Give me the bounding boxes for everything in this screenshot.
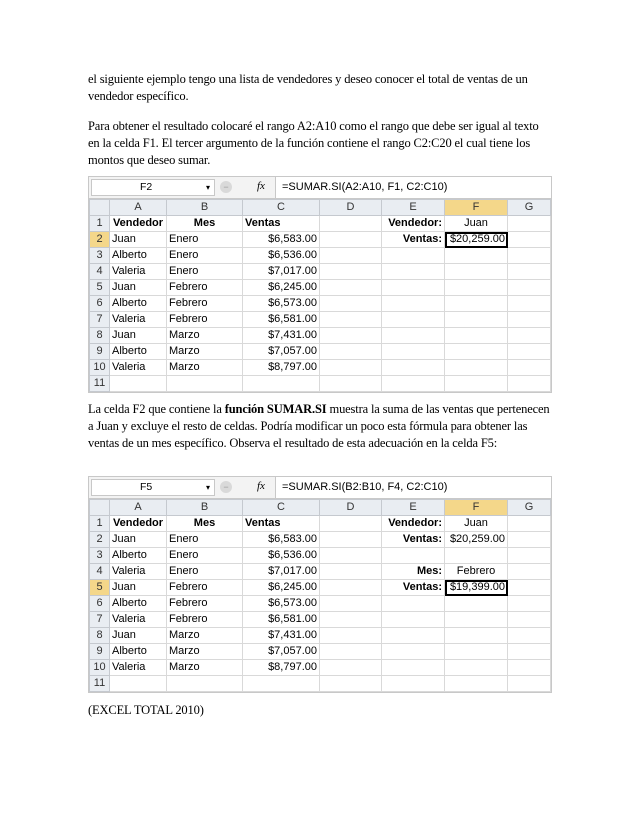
cell[interactable]: Mes: — [382, 564, 445, 580]
row-header[interactable]: 5 — [90, 280, 110, 296]
cell[interactable]: Valeria — [110, 312, 167, 328]
table-row — [90, 564, 551, 580]
fx-icon[interactable]: fx — [257, 480, 265, 492]
column-header[interactable]: B — [167, 200, 243, 216]
cell[interactable] — [320, 580, 382, 596]
cell[interactable]: Valeria — [110, 612, 167, 628]
cell[interactable]: Enero — [167, 248, 243, 264]
row-header[interactable]: 4 — [90, 564, 110, 580]
select-all-corner[interactable] — [90, 200, 110, 216]
spreadsheet-1 — [88, 176, 552, 393]
cell[interactable] — [445, 628, 508, 644]
cell[interactable]: Alberto — [110, 248, 167, 264]
cell[interactable]: Febrero — [167, 296, 243, 312]
cell[interactable] — [243, 376, 320, 392]
cell[interactable] — [167, 376, 243, 392]
cell[interactable]: Febrero — [167, 612, 243, 628]
cell[interactable] — [382, 596, 445, 612]
cell[interactable] — [320, 660, 382, 676]
cell[interactable]: Mes — [167, 216, 243, 232]
column-header-row — [90, 200, 551, 216]
row-header[interactable]: 3 — [90, 548, 110, 564]
cell[interactable] — [508, 280, 551, 296]
cell[interactable]: Juan — [445, 216, 508, 232]
cell[interactable]: $6,536.00 — [243, 548, 320, 564]
row-header[interactable]: 2 — [90, 232, 110, 248]
cell[interactable] — [508, 296, 551, 312]
cell[interactable]: $6,245.00 — [243, 280, 320, 296]
cell[interactable] — [445, 264, 508, 280]
cell[interactable]: Enero — [167, 564, 243, 580]
fx-icon[interactable]: fx — [257, 180, 265, 192]
table-row — [90, 376, 551, 392]
row-header[interactable]: 11 — [90, 676, 110, 692]
cell[interactable] — [382, 328, 445, 344]
cell[interactable]: Valeria — [110, 564, 167, 580]
cell[interactable]: Juan — [110, 580, 167, 596]
cell[interactable]: $7,431.00 — [243, 628, 320, 644]
column-header[interactable]: F — [445, 500, 508, 516]
cell[interactable] — [508, 328, 551, 344]
table-row — [90, 660, 551, 676]
cell[interactable] — [508, 532, 551, 548]
cell[interactable]: Vendedor — [110, 516, 167, 532]
cell[interactable] — [382, 264, 445, 280]
cell[interactable]: Alberto — [110, 296, 167, 312]
cell[interactable]: Juan — [445, 516, 508, 532]
table-row — [90, 264, 551, 280]
cell[interactable] — [320, 628, 382, 644]
column-header[interactable]: E — [382, 200, 445, 216]
cell[interactable]: $7,057.00 — [243, 344, 320, 360]
table-row — [90, 596, 551, 612]
column-header-row — [90, 500, 551, 516]
cell[interactable]: $7,431.00 — [243, 328, 320, 344]
cell[interactable] — [445, 360, 508, 376]
cell[interactable] — [320, 344, 382, 360]
chevron-down-icon[interactable]: ▾ — [205, 183, 210, 192]
cell[interactable] — [382, 676, 445, 692]
table-row — [90, 580, 551, 596]
cell[interactable]: $6,245.00 — [243, 580, 320, 596]
paragraph-text: La celda F2 que contiene la — [88, 402, 225, 416]
name-box-value: F2 — [140, 181, 153, 193]
cell[interactable]: Juan — [110, 532, 167, 548]
table-row — [90, 676, 551, 692]
cell-grid — [89, 199, 551, 392]
name-box[interactable] — [91, 179, 215, 196]
cell[interactable] — [320, 548, 382, 564]
cell[interactable] — [382, 628, 445, 644]
chevron-down-icon[interactable]: ▾ — [205, 483, 210, 492]
cell[interactable] — [445, 660, 508, 676]
row-header[interactable]: 11 — [90, 376, 110, 392]
column-header[interactable]: G — [508, 200, 551, 216]
cell[interactable] — [110, 376, 167, 392]
row-header[interactable]: 1 — [90, 516, 110, 532]
cell[interactable] — [508, 264, 551, 280]
cell[interactable] — [508, 248, 551, 264]
row-header[interactable]: 5 — [90, 580, 110, 596]
column-header[interactable]: B — [167, 500, 243, 516]
column-header[interactable]: D — [320, 200, 382, 216]
formula-input[interactable]: =SUMAR.SI(A2:A10, F1, C2:C10) — [275, 177, 551, 198]
cell[interactable] — [445, 676, 508, 692]
cell[interactable]: Febrero — [167, 280, 243, 296]
function-name-bold: función SUMAR.SI — [224, 402, 327, 416]
cell[interactable]: Vendedor: — [382, 516, 445, 532]
cell[interactable] — [508, 644, 551, 660]
cell[interactable]: $6,583.00 — [243, 232, 320, 248]
cell[interactable]: Ventas: — [382, 580, 445, 596]
column-header[interactable]: C — [243, 500, 320, 516]
cell[interactable]: Marzo — [167, 628, 243, 644]
cell[interactable] — [320, 376, 382, 392]
cell[interactable]: Valeria — [110, 660, 167, 676]
active-cell[interactable]: $20,259.00 — [445, 232, 508, 248]
cell[interactable] — [382, 376, 445, 392]
cell[interactable] — [320, 232, 382, 248]
cell[interactable] — [508, 232, 551, 248]
cell[interactable]: Alberto — [110, 596, 167, 612]
cell[interactable] — [382, 360, 445, 376]
cell[interactable] — [508, 516, 551, 532]
cell[interactable]: Febrero — [167, 312, 243, 328]
cell[interactable]: $20,259.00 — [445, 532, 508, 548]
row-header[interactable]: 8 — [90, 328, 110, 344]
cell[interactable] — [445, 612, 508, 628]
column-header[interactable]: G — [508, 500, 551, 516]
cancel-circle-icon: − — [220, 481, 232, 493]
cell[interactable] — [445, 280, 508, 296]
cell[interactable] — [243, 676, 320, 692]
table-row — [90, 548, 551, 564]
cell[interactable] — [320, 296, 382, 312]
cell[interactable] — [320, 360, 382, 376]
row-header[interactable]: 10 — [90, 660, 110, 676]
cell[interactable]: Juan — [110, 628, 167, 644]
cell[interactable] — [382, 644, 445, 660]
cell[interactable]: $7,017.00 — [243, 564, 320, 580]
cell[interactable]: Enero — [167, 232, 243, 248]
cell[interactable] — [445, 376, 508, 392]
cell[interactable] — [382, 548, 445, 564]
cell[interactable]: Marzo — [167, 660, 243, 676]
cell[interactable] — [382, 612, 445, 628]
table-row — [90, 628, 551, 644]
cell[interactable]: Marzo — [167, 360, 243, 376]
cell[interactable] — [445, 548, 508, 564]
cell[interactable] — [508, 344, 551, 360]
row-header[interactable]: 9 — [90, 644, 110, 660]
cell[interactable]: Febrero — [167, 596, 243, 612]
row-header[interactable]: 1 — [90, 216, 110, 232]
cell[interactable] — [320, 532, 382, 548]
cell[interactable] — [382, 280, 445, 296]
cell[interactable] — [110, 676, 167, 692]
column-header[interactable]: D — [320, 500, 382, 516]
cell[interactable] — [508, 676, 551, 692]
cell[interactable]: Alberto — [110, 644, 167, 660]
cell[interactable] — [320, 596, 382, 612]
cell[interactable]: Ventas: — [382, 232, 445, 248]
table-row — [90, 232, 551, 248]
cell[interactable] — [508, 596, 551, 612]
cell[interactable] — [508, 548, 551, 564]
cell[interactable]: Marzo — [167, 644, 243, 660]
row-header[interactable]: 4 — [90, 264, 110, 280]
cell[interactable]: Febrero — [167, 580, 243, 596]
column-header[interactable]: E — [382, 500, 445, 516]
cell[interactable] — [508, 628, 551, 644]
cell[interactable]: $6,583.00 — [243, 532, 320, 548]
table-row — [90, 612, 551, 628]
cell[interactable]: Marzo — [167, 344, 243, 360]
cell[interactable] — [382, 248, 445, 264]
cell[interactable] — [445, 248, 508, 264]
cancel-circle-icon: − — [220, 181, 232, 193]
cell[interactable]: Vendedor — [110, 216, 167, 232]
cell[interactable]: Ventas — [243, 516, 320, 532]
table-row — [90, 328, 551, 344]
cell[interactable] — [320, 644, 382, 660]
cell[interactable] — [508, 660, 551, 676]
cell[interactable] — [320, 328, 382, 344]
cell-grid — [89, 499, 551, 692]
table-row — [90, 644, 551, 660]
cell[interactable] — [320, 612, 382, 628]
cell[interactable] — [508, 216, 551, 232]
cell[interactable] — [320, 516, 382, 532]
cell[interactable]: $6,573.00 — [243, 296, 320, 312]
cell[interactable]: Ventas: — [382, 532, 445, 548]
cell[interactable]: $6,581.00 — [243, 312, 320, 328]
row-header[interactable]: 6 — [90, 596, 110, 612]
cell[interactable] — [508, 580, 551, 596]
intro-paragraph: el siguiente ejemplo tengo una lista de vendedores y deseo conocer el total de ventas de un vendedor específico. — [88, 72, 528, 103]
spreadsheet-2 — [88, 476, 552, 693]
cell[interactable] — [508, 564, 551, 580]
cell[interactable]: Alberto — [110, 344, 167, 360]
cell[interactable] — [382, 312, 445, 328]
cell[interactable]: $6,573.00 — [243, 596, 320, 612]
cell[interactable] — [382, 660, 445, 676]
column-header[interactable]: F — [445, 200, 508, 216]
row-header[interactable]: 6 — [90, 296, 110, 312]
row-header[interactable]: 8 — [90, 628, 110, 644]
cell[interactable] — [382, 344, 445, 360]
cell[interactable] — [445, 328, 508, 344]
cell[interactable] — [508, 312, 551, 328]
cell[interactable] — [320, 312, 382, 328]
cell[interactable] — [320, 264, 382, 280]
column-header[interactable]: A — [110, 500, 167, 516]
select-all-corner[interactable] — [90, 500, 110, 516]
cell[interactable] — [445, 296, 508, 312]
table-row — [90, 312, 551, 328]
citation: (EXCEL TOTAL 2010) — [88, 703, 204, 717]
cell[interactable] — [445, 344, 508, 360]
row-header[interactable]: 3 — [90, 248, 110, 264]
cell[interactable] — [320, 564, 382, 580]
cell[interactable] — [445, 596, 508, 612]
name-box-value: F5 — [140, 481, 153, 493]
cell[interactable]: Ventas — [243, 216, 320, 232]
table-row — [90, 296, 551, 312]
cell[interactable]: $7,057.00 — [243, 644, 320, 660]
cell[interactable]: Enero — [167, 532, 243, 548]
table-row — [90, 360, 551, 376]
column-header[interactable]: A — [110, 200, 167, 216]
cell[interactable]: Enero — [167, 264, 243, 280]
cell[interactable]: Febrero — [445, 564, 508, 580]
cell[interactable]: Alberto — [110, 548, 167, 564]
table-row — [90, 248, 551, 264]
table-row — [90, 216, 551, 232]
cell[interactable] — [508, 376, 551, 392]
explanation-paragraph: Para obtener el resultado colocaré el rango A2:A10 como el rango que debe ser igual al texto en la celda F1. El tercer argumento de la función contiene el rango C2:C20 el cual tiene los montos que deseo sumar. — [88, 119, 539, 167]
cell[interactable]: Valeria — [110, 264, 167, 280]
active-cell[interactable]: $19,399.00 — [445, 580, 508, 596]
row-header[interactable]: 9 — [90, 344, 110, 360]
row-header[interactable]: 10 — [90, 360, 110, 376]
cell[interactable]: Vendedor: — [382, 216, 445, 232]
name-box[interactable] — [91, 479, 215, 496]
cell[interactable]: $8,797.00 — [243, 360, 320, 376]
cell[interactable] — [445, 644, 508, 660]
sumar-si-paragraph — [88, 401, 553, 452]
cell[interactable] — [508, 360, 551, 376]
cell[interactable] — [508, 612, 551, 628]
cell[interactable] — [167, 676, 243, 692]
formula-bar — [89, 477, 551, 499]
row-header[interactable]: 7 — [90, 612, 110, 628]
cell[interactable]: $7,017.00 — [243, 264, 320, 280]
cell[interactable] — [320, 248, 382, 264]
cell[interactable]: Mes — [167, 516, 243, 532]
cell[interactable] — [445, 312, 508, 328]
formula-bar — [89, 177, 551, 199]
formula-input[interactable]: =SUMAR.SI(B2:B10, F4, C2:C10) — [275, 477, 551, 498]
cell[interactable]: Marzo — [167, 328, 243, 344]
cell[interactable] — [382, 296, 445, 312]
cell[interactable]: Valeria — [110, 360, 167, 376]
paragraph-text: muestra la suma de las ventas que pertenecen a Juan y excluye el resto de celdas. Podría modificar un poco esta fórmula para obtener las ventas de un mes específico. Observa el resultado de esta adecuación en la celda F5: — [88, 402, 550, 450]
row-header[interactable]: 2 — [90, 532, 110, 548]
cell[interactable]: $6,536.00 — [243, 248, 320, 264]
cell[interactable]: $6,581.00 — [243, 612, 320, 628]
table-row — [90, 516, 551, 532]
cell[interactable] — [320, 280, 382, 296]
cell[interactable]: Enero — [167, 548, 243, 564]
table-row — [90, 280, 551, 296]
cell[interactable] — [320, 216, 382, 232]
cell[interactable]: Juan — [110, 280, 167, 296]
cell[interactable] — [320, 676, 382, 692]
table-row — [90, 344, 551, 360]
cell[interactable]: $8,797.00 — [243, 660, 320, 676]
table-row — [90, 532, 551, 548]
column-header[interactable]: C — [243, 200, 320, 216]
cell[interactable]: Juan — [110, 328, 167, 344]
row-header[interactable]: 7 — [90, 312, 110, 328]
cell[interactable]: Juan — [110, 232, 167, 248]
